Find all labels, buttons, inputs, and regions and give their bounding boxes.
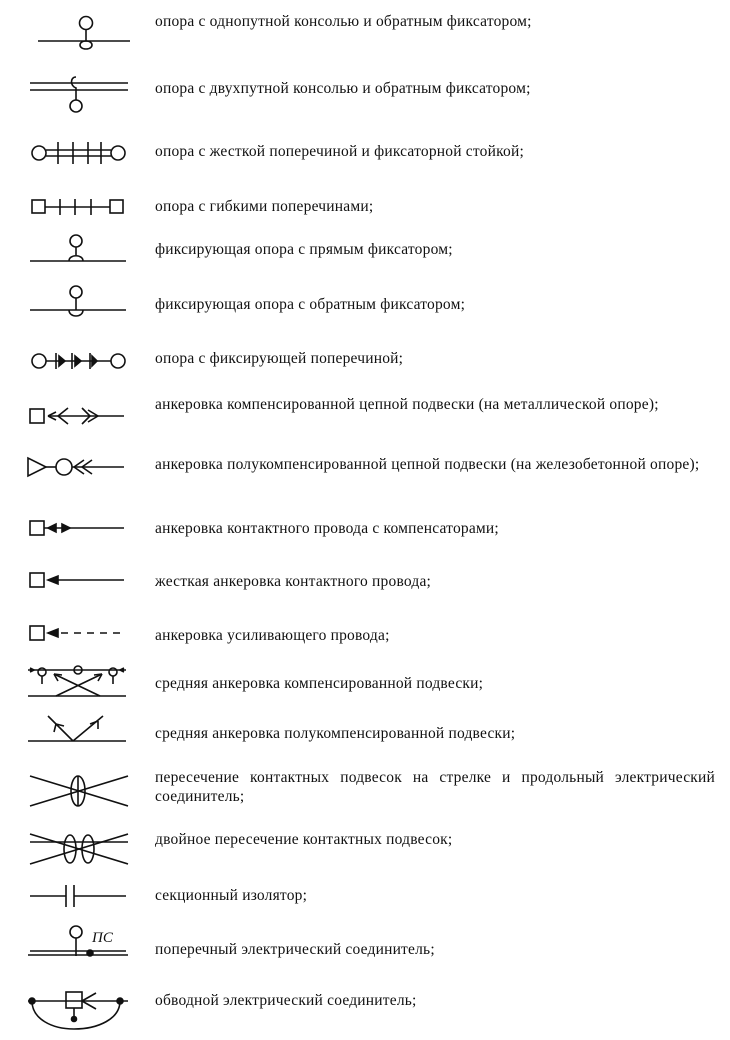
direct-fixator-support-icon	[18, 225, 138, 285]
compensated-catenary-anchoring-icon	[18, 388, 138, 448]
legend-text: анкеровка усиливающего провода;	[155, 627, 390, 644]
contact-wire-compensator-anchoring-icon	[18, 503, 138, 563]
transverse-connector-icon	[18, 920, 138, 980]
legend-text: обводной электрический соединитель;	[155, 992, 417, 1009]
rigid-contact-wire-anchoring-icon	[18, 558, 138, 618]
legend-text: опора с жесткой поперечиной и фиксаторной стойкой;	[155, 143, 524, 160]
legend-text: опора с однопутной консолью и обратным фиксатором;	[155, 13, 532, 30]
middle-anchoring-semicompensated-icon	[18, 708, 138, 768]
legend-text: фиксирующая опора с обратным фиксатором;	[155, 296, 466, 313]
reverse-fixator-support-icon	[18, 280, 138, 340]
legend-text: средняя анкеровка компенсированной подвески;	[155, 675, 484, 692]
legend-text: опора с гибкими поперечинами;	[155, 198, 374, 215]
legend-text: опора с двухпутной консолью и обратным фиксатором;	[155, 80, 531, 97]
legend-text: средняя анкеровка полукомпенсированной подвески;	[155, 725, 516, 742]
bypass-connector-icon	[18, 975, 138, 1035]
legend-text: анкеровка контактного провода с компенсаторами;	[155, 520, 499, 537]
legend-text: опора с фиксирующей поперечиной;	[155, 350, 404, 367]
fixing-crossbar-support-icon	[18, 332, 138, 392]
legend-text: пересечение контактных подвесок на стрелке и продольный электрический соединитель;	[155, 769, 715, 805]
double-track-console-reverse-fixator-support-icon	[18, 62, 138, 122]
legend-text: анкеровка компенсированной цепной подвески (на металлической опоре);	[155, 396, 659, 413]
connector-label: ПС	[92, 930, 113, 946]
legend-text: жесткая анкеровка контактного провода;	[155, 573, 432, 590]
catenary-crossing-connector-icon	[18, 762, 138, 822]
rigid-crossbar-support-icon	[18, 124, 138, 184]
legend-text: фиксирующая опора с прямым фиксатором;	[155, 241, 453, 258]
legend-text: анкеровка полукомпенсированной цепной подвески (на железобетонной опоре);	[155, 456, 700, 473]
legend-text: двойное пересечение контактных подвесок;	[155, 831, 453, 848]
single-track-console-reverse-fixator-support-icon	[18, 8, 138, 68]
semicompensated-catenary-anchoring-icon	[18, 440, 138, 500]
legend-text: секционный изолятор;	[155, 887, 308, 904]
legend-text: поперечный электрический соединитель;	[155, 941, 435, 958]
